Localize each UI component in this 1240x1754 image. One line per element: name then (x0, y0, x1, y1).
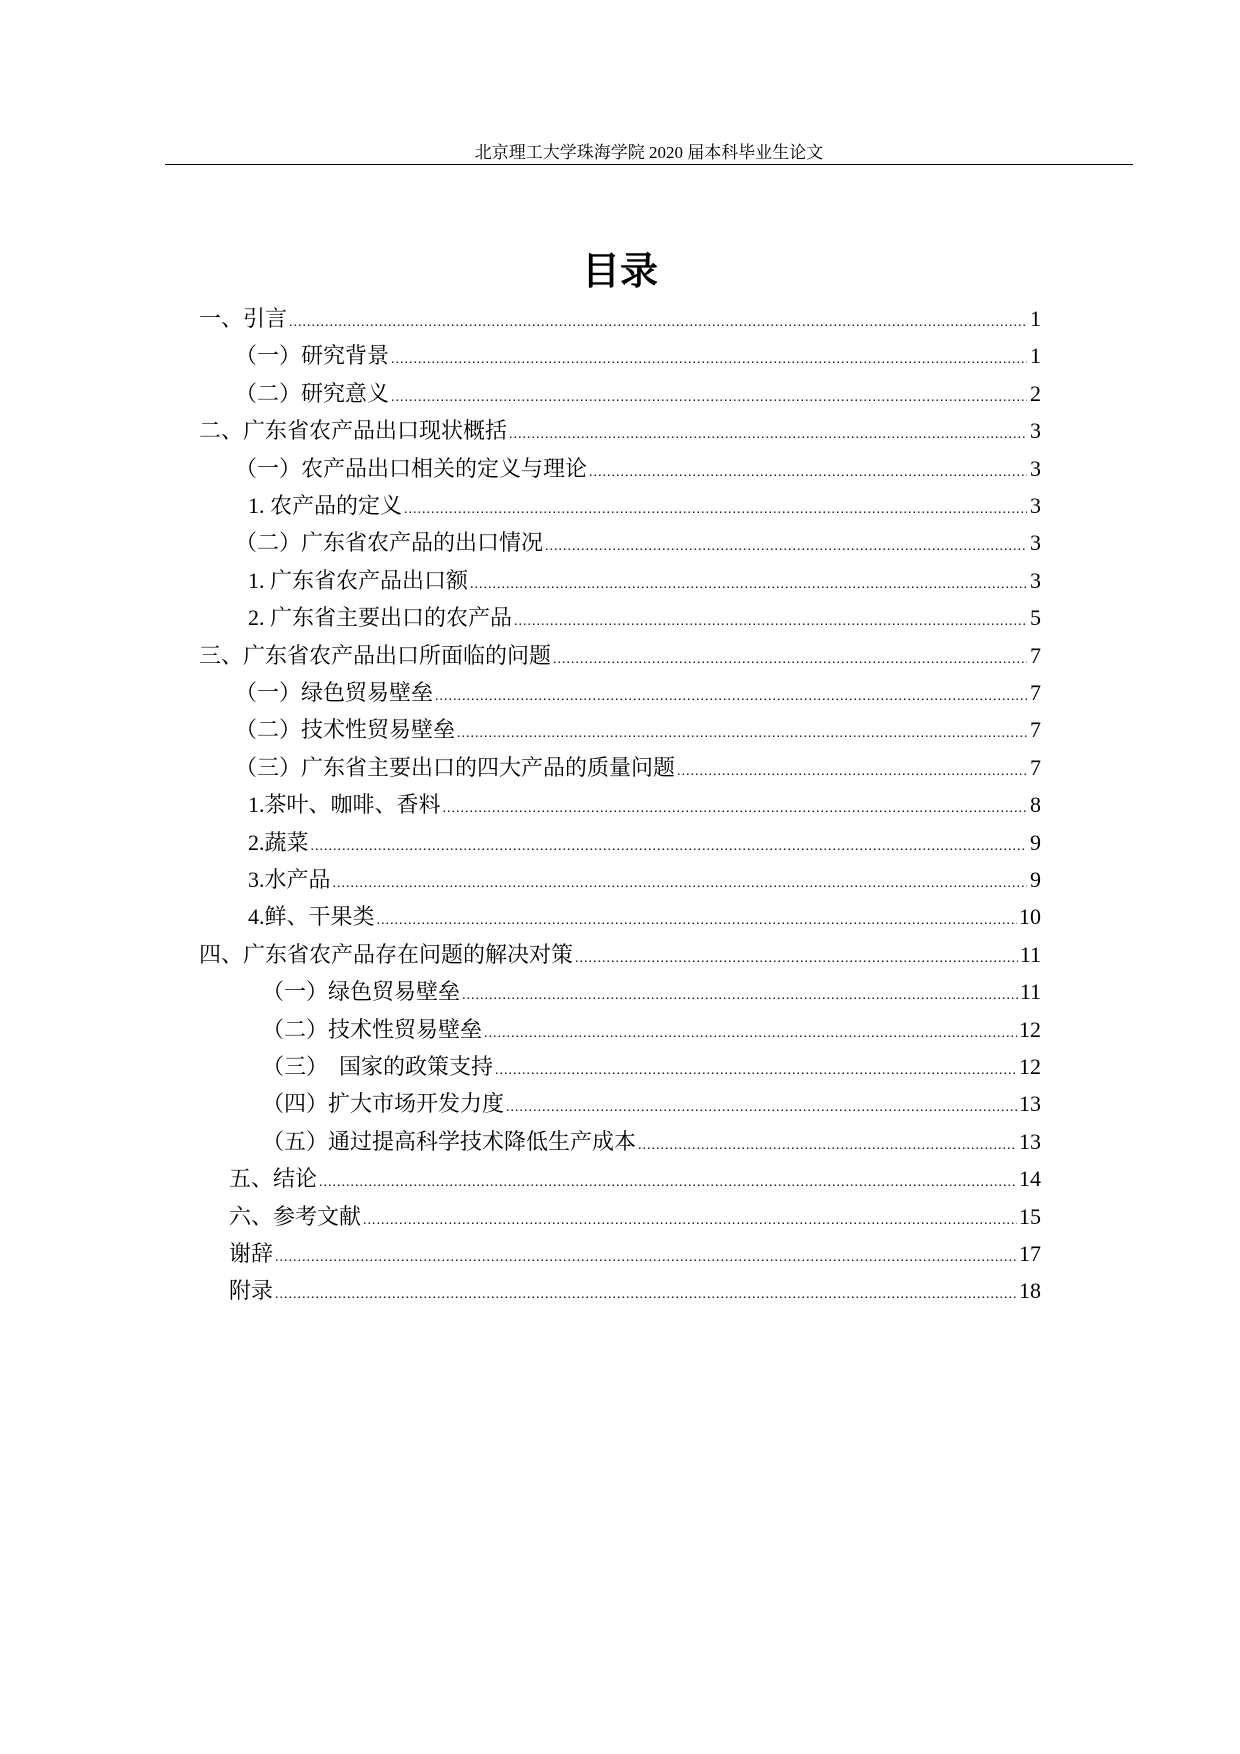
toc-entry-label: （四）扩大市场开发力度 (262, 1091, 505, 1117)
toc-leader-dots (275, 1250, 1017, 1266)
toc-leader-dots (514, 614, 1027, 630)
toc-page-number: 1 (1030, 306, 1041, 331)
toc-entry-label: 4.鲜、干果类 (248, 904, 375, 930)
toc-entry-label: （三）广东省主要出口的四大产品的质量问题 (235, 754, 676, 780)
toc-entry-label: 1. 广东省农产品出口额 (248, 567, 469, 593)
toc-leader-dots (391, 352, 1027, 368)
toc-page-number: 11 (1019, 979, 1041, 1005)
toc-page-number: 11 (1019, 941, 1041, 967)
toc-page-number: 12 (1019, 1054, 1041, 1079)
toc-entry[interactable] (235, 751, 1041, 783)
toc-entry-label: 四、广东省农产品存在问题的解决对策 (199, 941, 574, 967)
toc-entry-label: 1.茶叶、咖啡、香料 (248, 792, 441, 818)
toc-entry[interactable] (229, 1162, 1041, 1194)
toc-entry[interactable] (248, 564, 1041, 596)
toc-entry-label: （五）通过提高科学技术降低生产成本 (262, 1128, 637, 1154)
toc-entry[interactable] (199, 639, 1041, 671)
toc-leader-dots (435, 689, 1027, 705)
toc-page-number: 8 (1030, 792, 1041, 818)
toc-entry[interactable] (248, 489, 1041, 521)
toc-entry-label: 2.蔬菜 (248, 829, 309, 855)
toc-entry[interactable] (248, 900, 1041, 932)
toc-entry-label: 3.水产品 (248, 867, 331, 892)
toc-leader-dots (289, 315, 1027, 331)
toc-entry-label: 2. 广东省主要出口的农产品 (248, 605, 513, 631)
toc-page-number: 13 (1019, 1091, 1041, 1117)
toc-entry-label: 附录 (229, 1278, 274, 1304)
header-rule (165, 164, 1133, 165)
toc-entry[interactable] (235, 339, 1041, 371)
toc-entry[interactable] (235, 713, 1041, 745)
toc-entry[interactable] (248, 826, 1041, 858)
toc-entry-label: （一）绿色贸易壁垒 (262, 979, 461, 1005)
toc-page-number: 18 (1019, 1278, 1041, 1304)
toc-entry-label: （一）农产品出口相关的定义与理论 (235, 455, 588, 481)
toc-entry-label: （二）技术性贸易壁垒 (235, 717, 456, 743)
toc-entry[interactable] (235, 676, 1041, 708)
toc-entry-label: （二）研究意义 (235, 380, 390, 406)
toc-leader-dots (677, 764, 1027, 780)
toc-entry[interactable] (235, 526, 1041, 558)
toc-leader-dots (484, 1026, 1017, 1042)
toc-entry-label: （一）研究背景 (235, 343, 390, 369)
toc-entry-label: （二）广东省农产品的出口情况 (235, 530, 544, 556)
toc-entry[interactable] (199, 302, 1041, 334)
toc-leader-dots (495, 1063, 1017, 1079)
toc-leader-dots (391, 390, 1027, 406)
running-header: 北京理工大学珠海学院 2020 届本科毕业生论文 (474, 143, 824, 162)
toc-entry-label: 二、广东省农产品出口现状概括 (199, 418, 508, 444)
toc-entry[interactable] (199, 938, 1041, 970)
toc-page-number: 10 (1019, 904, 1041, 930)
toc-entry[interactable] (262, 1050, 1041, 1082)
toc-page-number: 1 (1030, 343, 1041, 369)
toc-leader-dots (404, 502, 1027, 518)
toc-page-number: 7 (1030, 680, 1041, 705)
toc-page-number: 3 (1030, 530, 1041, 556)
toc-page-number: 12 (1019, 1016, 1041, 1042)
toc-entry-label: 三、广东省农产品出口所面临的问题 (199, 642, 552, 668)
toc-entry-label: （一）绿色贸易壁垒 (235, 680, 434, 705)
toc-entry-label: （二）技术性贸易壁垒 (262, 1016, 483, 1042)
toc-leader-dots (545, 539, 1027, 555)
toc-entry-label: 1. 农产品的定义 (248, 493, 403, 518)
toc-page-number: 9 (1030, 829, 1041, 855)
toc-page-number: 9 (1030, 867, 1041, 892)
toc-entry[interactable] (262, 1087, 1041, 1119)
toc-leader-dots (319, 1175, 1017, 1191)
toc-page-number: 5 (1030, 605, 1041, 631)
toc-leader-dots (333, 876, 1027, 892)
toc-page-number: 13 (1019, 1128, 1041, 1154)
toc-entry[interactable] (248, 601, 1041, 633)
toc-entry[interactable] (248, 863, 1041, 895)
toc-entry-label: 一、引言 (199, 306, 288, 331)
toc-leader-dots (462, 988, 1018, 1004)
toc-leader-dots (506, 1100, 1017, 1116)
toc-entry[interactable] (229, 1200, 1041, 1232)
toc-page-number: 17 (1019, 1241, 1041, 1266)
toc-leader-dots (470, 577, 1027, 593)
toc-leader-dots (443, 801, 1027, 817)
toc-entry-label: 谢辞 (229, 1241, 274, 1266)
toc-leader-dots (363, 1213, 1017, 1229)
toc-leader-dots (589, 465, 1027, 481)
toc-entry[interactable] (248, 788, 1041, 820)
toc-page-number: 2 (1030, 380, 1041, 406)
toc-entry[interactable] (235, 377, 1041, 409)
toc-leader-dots (275, 1287, 1017, 1303)
toc-leader-dots (509, 427, 1027, 443)
toc-page-number: 3 (1030, 418, 1041, 444)
toc-entry[interactable] (262, 1013, 1041, 1045)
toc-entry[interactable] (229, 1237, 1041, 1269)
toc-entry-label: 五、结论 (229, 1166, 318, 1192)
toc-entry[interactable] (229, 1274, 1041, 1306)
toc-leader-dots (553, 652, 1027, 668)
page-title: 目录 (581, 249, 658, 293)
toc-entry-label: 六、参考文献 (229, 1203, 362, 1229)
toc-leader-dots (638, 1138, 1017, 1154)
toc-page-number: 7 (1030, 754, 1041, 780)
toc-page-number: 7 (1030, 717, 1041, 743)
toc-entry[interactable] (262, 975, 1041, 1007)
toc-page-number: 3 (1030, 455, 1041, 481)
toc-entry[interactable] (199, 414, 1041, 446)
toc-page-number: 3 (1030, 493, 1041, 518)
toc-leader-dots (575, 951, 1018, 967)
toc-leader-dots (311, 839, 1027, 855)
toc-entry[interactable] (262, 1125, 1041, 1157)
toc-page-number: 15 (1019, 1203, 1041, 1229)
toc-leader-dots (377, 913, 1017, 929)
toc-page-number: 3 (1030, 567, 1041, 593)
toc-page-number: 14 (1019, 1166, 1041, 1192)
toc-page-number: 7 (1030, 642, 1041, 668)
toc-entry[interactable] (235, 452, 1041, 484)
toc-entry-label: （三） 国家的政策支持 (262, 1054, 494, 1079)
toc-leader-dots (457, 726, 1027, 742)
